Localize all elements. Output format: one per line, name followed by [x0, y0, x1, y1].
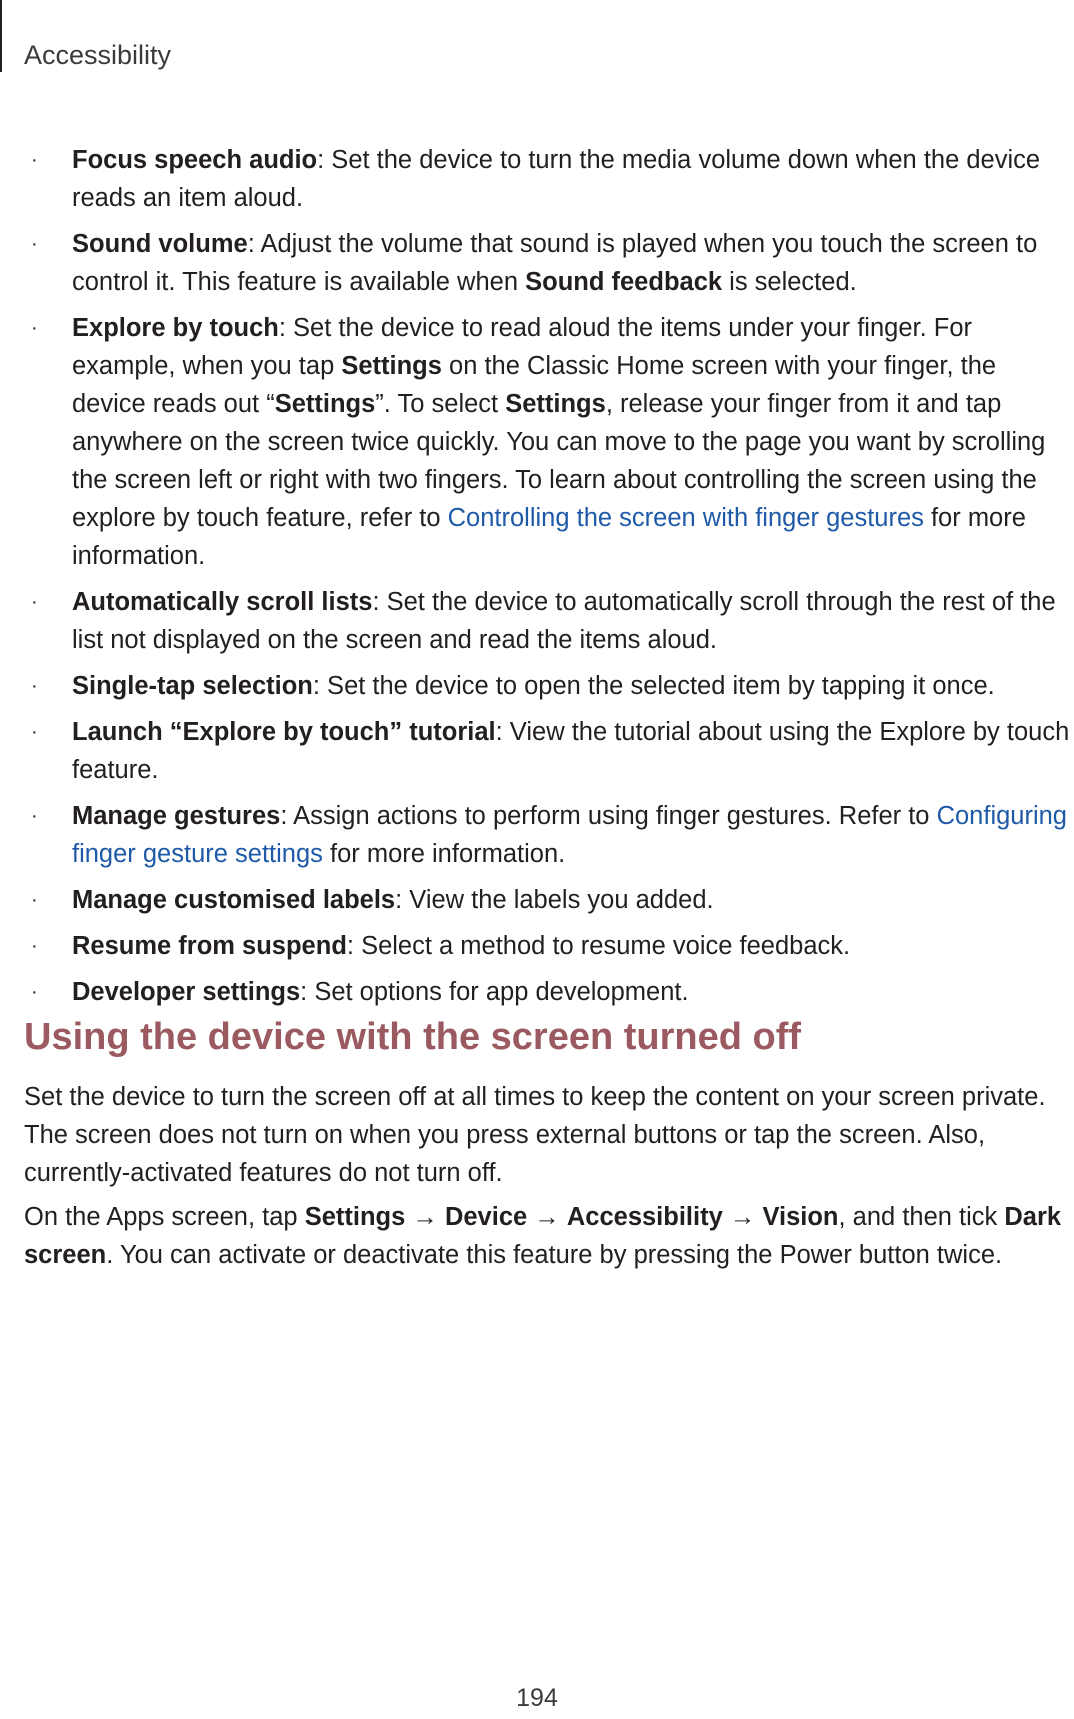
option-description: : Set the device to open the selected item by tapping it once.: [312, 672, 995, 700]
menu-path-accessibility: Accessibility: [566, 1203, 723, 1231]
bullet-icon: ·: [31, 935, 38, 957]
option-title: Explore by touch: [72, 314, 279, 342]
menu-path-device: Device: [444, 1203, 528, 1231]
option-title: Sound volume: [72, 230, 248, 258]
option-title: Developer settings: [72, 978, 301, 1006]
settings-option-list: [24, 141, 1074, 1019]
option-description: : View the labels you added.: [395, 886, 714, 914]
page-number: 194: [516, 1684, 558, 1712]
bullet-icon: ·: [31, 591, 38, 613]
page-header-title: Accessibility: [24, 40, 172, 70]
bullet-icon: ·: [31, 981, 38, 1003]
list-item-sound-volume: [24, 225, 1074, 301]
instruction-paragraph: [24, 1198, 1064, 1274]
list-item-developer-settings: [24, 973, 1074, 1011]
inline-bold-term: Settings: [505, 390, 606, 418]
option-title: Manage customised labels: [72, 886, 396, 914]
option-title: Resume from suspend: [72, 932, 347, 960]
option-title: Automatically scroll lists: [72, 588, 373, 616]
option-description: : Assign actions to perform using finger gestures. Refer to: [280, 802, 937, 830]
option-description: : Set the device to turn the media volume down when the device reads an item aloud.: [72, 146, 1041, 212]
instruction-text: . You can activate or deactivate this feature by pressing the Power button twice.: [106, 1241, 1003, 1269]
option-title: Manage gestures: [72, 802, 281, 830]
option-description: : Select a method to resume voice feedback.: [346, 932, 851, 960]
arrow-separator: →: [527, 1203, 567, 1231]
option-description: : Set the device to read aloud the items under your finger. For example, when you tap: [72, 314, 973, 380]
option-title: Launch “Explore by touch” tutorial: [72, 718, 496, 746]
option-description: for more information.: [72, 504, 1026, 570]
option-description: on the Classic Home screen with your finger, the device reads out “: [72, 352, 997, 418]
option-description: : Adjust the volume that sound is played when you touch the screen to control it. This feature is available when: [72, 230, 1038, 296]
bullet-icon: ·: [31, 149, 38, 171]
inline-bold-term: Settings: [341, 352, 442, 380]
list-item-focus-speech-audio: [24, 141, 1074, 217]
list-item-manage-customised-labels: [24, 881, 1074, 919]
option-description: : Set options for app development.: [300, 978, 689, 1006]
instruction-text: , and then tick: [838, 1203, 1005, 1231]
bullet-icon: ·: [31, 805, 38, 827]
arrow-separator: →: [722, 1203, 763, 1231]
option-description: ”. To select: [375, 390, 506, 418]
option-description: : View the tutorial about using the Explore by touch feature.: [72, 718, 1070, 784]
inline-bold-term: Settings: [274, 390, 376, 418]
menu-path-vision: Vision: [762, 1203, 839, 1231]
dark-screen-term: Dark screen: [24, 1203, 1062, 1269]
option-description: : Set the device to automatically scroll through the rest of the list not displayed on the screen and read the items aloud.: [72, 588, 1056, 654]
list-item-launch-tutorial: [24, 713, 1074, 789]
bullet-icon: ·: [31, 233, 38, 255]
section-paragraph: Set the device to turn the screen off at all times to keep the content on your screen private. The screen does not turn on when you press external buttons or tap the screen. Also, currently-activated features do not turn off.: [24, 1083, 1046, 1187]
option-title: Focus speech audio: [72, 146, 318, 174]
list-item-explore-by-touch: [24, 309, 1074, 575]
inline-bold-term: Sound feedback: [525, 268, 723, 296]
instruction-text: On the Apps screen, tap: [24, 1203, 305, 1231]
option-description: , release your finger from it and tap anywhere on the screen twice quickly. You can move to the page you want by scrolling the screen left or right with two fingers. To learn about controlling the screen using the explore by touch feature, refer to: [72, 390, 1046, 532]
bullet-icon: ·: [31, 889, 38, 911]
list-item-manage-gestures: [24, 797, 1074, 873]
option-description: is selected.: [722, 268, 857, 296]
controlling-screen-link[interactable]: Controlling the screen with finger gestures: [447, 504, 924, 532]
list-item-automatically-scroll-lists: [24, 583, 1074, 659]
bullet-icon: ·: [31, 675, 38, 697]
list-item-single-tap-selection: [24, 667, 1074, 705]
bullet-icon: ·: [31, 317, 38, 339]
option-description: for more information.: [322, 840, 566, 868]
configuring-gestures-link[interactable]: Configuring finger gesture settings: [72, 802, 1067, 868]
list-item-resume-from-suspend: [24, 927, 1074, 965]
menu-path-settings: Settings: [304, 1203, 406, 1231]
option-title: Single-tap selection: [72, 672, 313, 700]
header-rule: [0, 0, 2, 72]
bullet-icon: ·: [31, 721, 38, 743]
section-heading: Using the device with the screen turned off: [24, 1016, 802, 1058]
arrow-separator: →: [405, 1203, 445, 1231]
